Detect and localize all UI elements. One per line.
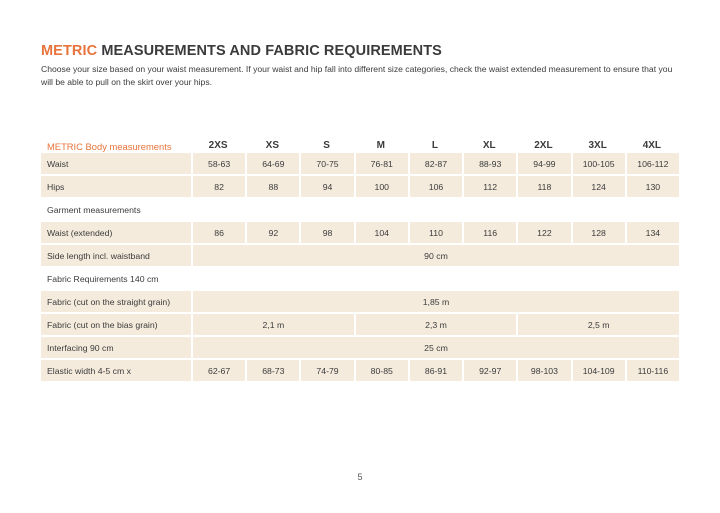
size-header-l: L bbox=[431, 140, 439, 151]
size-header-2xs: 2XS bbox=[208, 140, 228, 151]
cell-waist-s: 70-75 bbox=[301, 153, 353, 174]
size-header-4xl: 4XL bbox=[642, 140, 662, 151]
row-label-side-length: Side length incl. waistband bbox=[41, 245, 191, 266]
cell-hips-2xs: 82 bbox=[193, 176, 245, 197]
page-title-accent: METRIC bbox=[41, 43, 98, 59]
size-header-3xl: 3XL bbox=[588, 140, 607, 151]
page-title-rest: MEASUREMENTS AND FABRIC REQUIREMENTS bbox=[97, 43, 442, 59]
cell-elastic-3xl: 104-109 bbox=[573, 360, 625, 381]
cell-waist-2xl: 94-99 bbox=[518, 153, 570, 174]
cell-hips-m: 100 bbox=[356, 176, 408, 197]
table-row-fabric-bias-grain bbox=[41, 314, 679, 335]
cell-elastic-xs: 68-73 bbox=[247, 360, 299, 381]
table-row-fabric-straight-grain bbox=[41, 291, 679, 312]
cell-waist-extended-2xl: 122 bbox=[518, 222, 570, 243]
cell-fabric-straight-grain-all-sizes: 1,85 m bbox=[193, 291, 679, 312]
cell-hips-xl: 112 bbox=[464, 176, 516, 197]
intro-paragraph: Choose your size based on your waist measurement. If your waist and hip fall into different size categories, check the waist extended measurement to ensure that you will be able to pull on the skirt over your hips. bbox=[41, 64, 673, 88]
table-section-fabric bbox=[41, 268, 679, 289]
cell-waist-extended-xl: 116 bbox=[464, 222, 516, 243]
cell-waist-3xl: 100-105 bbox=[573, 153, 625, 174]
cell-waist-extended-3xl: 128 bbox=[573, 222, 625, 243]
row-label-elastic-width: Elastic width 4-5 cm x bbox=[41, 360, 191, 381]
section-label-fabric: Fabric Requirements 140 cm bbox=[47, 273, 159, 284]
cell-elastic-l: 86-91 bbox=[410, 360, 462, 381]
table-row-interfacing bbox=[41, 337, 679, 358]
size-header-s: S bbox=[323, 140, 330, 151]
size-header-xl: XL bbox=[482, 140, 496, 151]
cell-waist-m: 76-81 bbox=[356, 153, 408, 174]
cell-hips-2xl: 118 bbox=[518, 176, 570, 197]
cell-elastic-4xl: 110-116 bbox=[627, 360, 679, 381]
cell-elastic-s: 74-79 bbox=[301, 360, 353, 381]
table-row-waist-extended bbox=[41, 222, 679, 243]
table-header-row bbox=[41, 131, 679, 151]
cell-waist-xs: 64-69 bbox=[247, 153, 299, 174]
cell-fabric-bias-grain-group-1: 2,1 m bbox=[193, 314, 354, 335]
table-corner-label-accent: METRIC bbox=[47, 140, 83, 152]
table-corner-label-rest: Body measurements bbox=[82, 140, 172, 152]
cell-elastic-xl: 92-97 bbox=[464, 360, 516, 381]
row-label-waist: Waist bbox=[41, 153, 191, 174]
cell-waist-extended-4xl: 134 bbox=[627, 222, 679, 243]
row-label-fabric-straight-grain: Fabric (cut on the straight grain) bbox=[41, 291, 191, 312]
cell-hips-s: 94 bbox=[301, 176, 353, 197]
measurements-table bbox=[41, 131, 679, 383]
page-header bbox=[41, 42, 679, 89]
cell-waist-extended-l: 110 bbox=[410, 222, 462, 243]
row-label-interfacing: Interfacing 90 cm bbox=[41, 337, 191, 358]
size-header-m: M bbox=[376, 140, 385, 151]
row-label-waist-extended: Waist (extended) bbox=[41, 222, 191, 243]
table-row-side-length bbox=[41, 245, 679, 266]
table-section-garment bbox=[41, 199, 679, 220]
cell-fabric-bias-grain-group-3: 2,5 m bbox=[518, 314, 679, 335]
cell-elastic-2xs: 62-67 bbox=[193, 360, 245, 381]
row-label-fabric-bias-grain: Fabric (cut on the bias grain) bbox=[41, 314, 191, 335]
page-title bbox=[41, 42, 679, 60]
cell-elastic-2xl: 98-103 bbox=[518, 360, 570, 381]
cell-hips-4xl: 130 bbox=[627, 176, 679, 197]
cell-interfacing-all-sizes: 25 cm bbox=[193, 337, 679, 358]
page-number: 5 bbox=[357, 472, 363, 482]
table-row-waist bbox=[41, 153, 679, 174]
table-row-hips bbox=[41, 176, 679, 197]
table-row-elastic-width bbox=[41, 360, 679, 381]
cell-waist-xl: 88-93 bbox=[464, 153, 516, 174]
table-corner-label bbox=[41, 142, 191, 151]
cell-hips-xs: 88 bbox=[247, 176, 299, 197]
cell-fabric-bias-grain-group-2: 2,3 m bbox=[356, 314, 517, 335]
cell-waist-extended-2xs: 86 bbox=[193, 222, 245, 243]
cell-waist-extended-s: 98 bbox=[301, 222, 353, 243]
cell-hips-3xl: 124 bbox=[573, 176, 625, 197]
cell-waist-extended-m: 104 bbox=[356, 222, 408, 243]
cell-waist-extended-xs: 92 bbox=[247, 222, 299, 243]
cell-waist-4xl: 106-112 bbox=[627, 153, 679, 174]
cell-hips-l: 106 bbox=[410, 176, 462, 197]
row-label-hips: Hips bbox=[41, 176, 191, 197]
cell-elastic-m: 80-85 bbox=[356, 360, 408, 381]
size-header-2xl: 2XL bbox=[534, 140, 553, 151]
cell-waist-2xs: 58-63 bbox=[193, 153, 245, 174]
cell-waist-l: 82-87 bbox=[410, 153, 462, 174]
size-header-xs: XS bbox=[265, 140, 279, 151]
cell-side-length-all-sizes: 90 cm bbox=[193, 245, 679, 266]
section-label-garment: Garment measurements bbox=[47, 204, 141, 215]
